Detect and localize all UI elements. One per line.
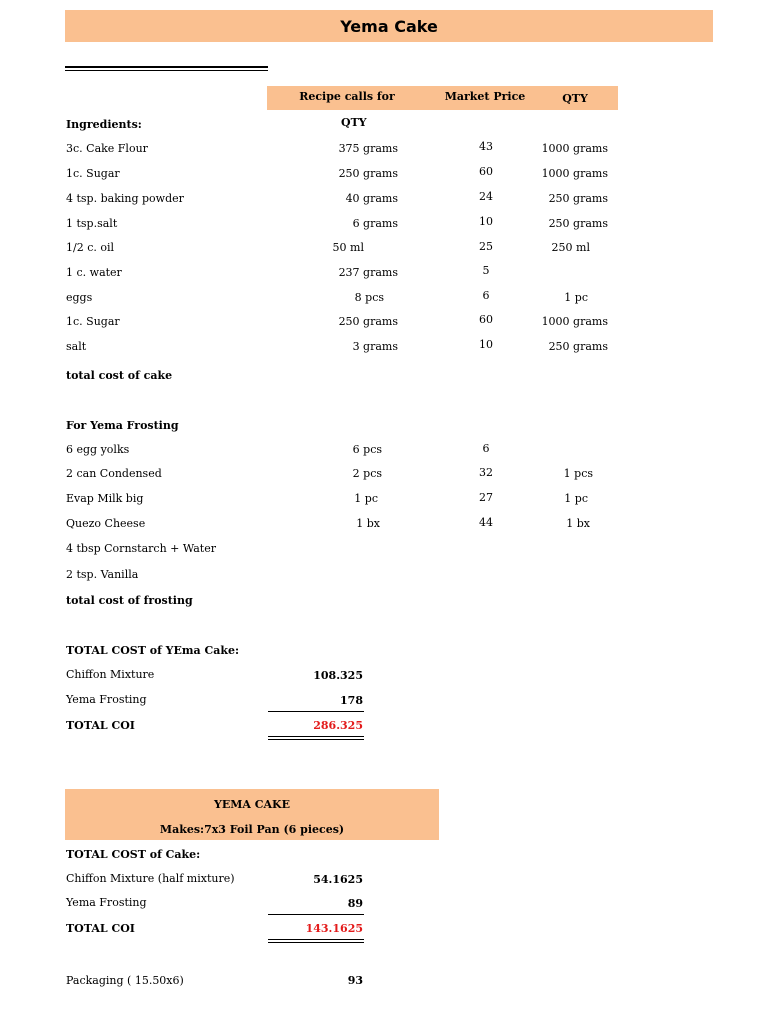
- ingredient-name: 3c. Cake Flour: [66, 142, 148, 155]
- ingredient-qty: 3 grams: [352, 340, 398, 353]
- frosting-cost-value: 89: [347, 897, 363, 910]
- double-rule: [65, 66, 268, 71]
- frosting-cost-value: 178: [340, 694, 363, 707]
- ingredient-price: 60: [479, 313, 493, 326]
- ingredient-qty: 8 pcs: [354, 291, 384, 304]
- chiffon-value: 108.325: [313, 669, 363, 682]
- chiffon-label: Chiffon Mixture (half mixture): [66, 872, 235, 885]
- ingredient-qty: 40 grams: [345, 192, 398, 205]
- frosting-qty: 1 bx: [356, 517, 380, 530]
- ingredient-price: 5: [482, 264, 490, 277]
- frosting-name: 2 tsp. Vanilla: [66, 568, 139, 581]
- title-bar: [65, 10, 713, 42]
- ingredient-qty: 6 grams: [352, 217, 398, 230]
- frosting-name: Evap Milk big: [66, 492, 144, 505]
- ingredient-qty: 50 ml: [332, 241, 364, 254]
- frosting-unit: 1 pc: [564, 492, 588, 505]
- frosting-price: 6: [482, 442, 490, 455]
- total-double-rule: [268, 736, 364, 740]
- ingredient-price: 10: [479, 215, 493, 228]
- ingredient-price: 6: [482, 289, 490, 302]
- ingredient-name: 1 tsp.salt: [66, 217, 118, 230]
- frosting-unit: 1 pcs: [563, 467, 593, 480]
- ingredient-unit: 250 grams: [548, 217, 608, 230]
- ingredient-qty: 250 grams: [338, 167, 398, 180]
- frosting-name: 2 can Condensed: [66, 467, 162, 480]
- frosting-price: 44: [479, 516, 493, 529]
- ingredient-name: 1/2 c. oil: [66, 241, 115, 254]
- ingredient-unit: 1 pc: [564, 291, 588, 304]
- ingredient-name: 4 tsp. baking powder: [66, 192, 184, 205]
- packaging-value: 93: [347, 974, 363, 987]
- ingredient-price: 10: [479, 338, 493, 351]
- ingredient-price: 60: [479, 165, 493, 178]
- header-recipe: Recipe calls for: [299, 90, 395, 103]
- ingredient-name: salt: [66, 340, 87, 353]
- total-cake-label: total cost of cake: [66, 369, 173, 382]
- total-coi-label: TOTAL COI: [66, 922, 135, 935]
- ingredient-unit: 250 ml: [551, 241, 590, 254]
- packaging-label: Packaging ( 15.50x6): [66, 974, 184, 987]
- ingredient-name: 1c. Sugar: [66, 315, 120, 328]
- summary-heading: TOTAL COST of Cake:: [66, 848, 201, 861]
- frosting-qty: 2 pcs: [352, 467, 382, 480]
- frosting-name: Quezo Cheese: [66, 517, 146, 530]
- frosting-name: 4 tbsp Cornstarch + Water: [66, 542, 216, 555]
- qty-subheader: QTY: [341, 116, 367, 129]
- yield-subtitle: Makes:7x3 Foil Pan (6 pieces): [159, 823, 345, 836]
- header-market-price: Market Price: [444, 90, 526, 103]
- total-double-rule: [268, 939, 364, 943]
- ingredient-price: 25: [479, 240, 493, 253]
- total-frosting-label: total cost of frosting: [66, 594, 193, 607]
- ingredient-unit: 250 grams: [548, 340, 608, 353]
- ingredient-qty: 375 grams: [338, 142, 398, 155]
- ingredient-unit: 1000 grams: [541, 315, 608, 328]
- yield-title: YEMA CAKE: [213, 798, 290, 811]
- ingredient-name: 1c. Sugar: [66, 167, 120, 180]
- total-coi-value: 143.1625: [305, 922, 363, 935]
- ingredients-label: Ingredients:: [66, 118, 142, 131]
- ingredient-unit: 1000 grams: [541, 167, 608, 180]
- summary-heading: TOTAL COST of YEma Cake:: [66, 644, 240, 657]
- chiffon-label: Chiffon Mixture: [66, 668, 155, 681]
- frosting-price: 32: [479, 466, 493, 479]
- ingredient-qty: 237 grams: [338, 266, 398, 279]
- frosting-section-label: For Yema Frosting: [66, 419, 179, 432]
- frosting-unit: 1 bx: [566, 517, 590, 530]
- total-coi-value: 286.325: [313, 719, 363, 732]
- ingredient-name: eggs: [66, 291, 93, 304]
- chiffon-value: 54.1625: [313, 873, 363, 886]
- header-qty: QTY: [562, 92, 588, 105]
- sum-rule: [268, 914, 364, 915]
- frosting-cost-label: Yema Frosting: [66, 896, 147, 909]
- frosting-qty: 1 pc: [354, 492, 378, 505]
- ingredient-unit: 250 grams: [548, 192, 608, 205]
- total-coi-label: TOTAL COI: [66, 719, 135, 732]
- frosting-qty: 6 pcs: [352, 443, 382, 456]
- frosting-price: 27: [479, 491, 493, 504]
- ingredient-name: 1 c. water: [66, 266, 122, 279]
- frosting-name: 6 egg yolks: [66, 443, 130, 456]
- ingredient-qty: 250 grams: [338, 315, 398, 328]
- ingredient-price: 24: [479, 190, 493, 203]
- sum-rule: [268, 711, 364, 712]
- ingredient-price: 43: [479, 140, 493, 153]
- frosting-cost-label: Yema Frosting: [66, 693, 147, 706]
- page-title: Yema Cake: [340, 16, 438, 36]
- ingredient-unit: 1000 grams: [541, 142, 608, 155]
